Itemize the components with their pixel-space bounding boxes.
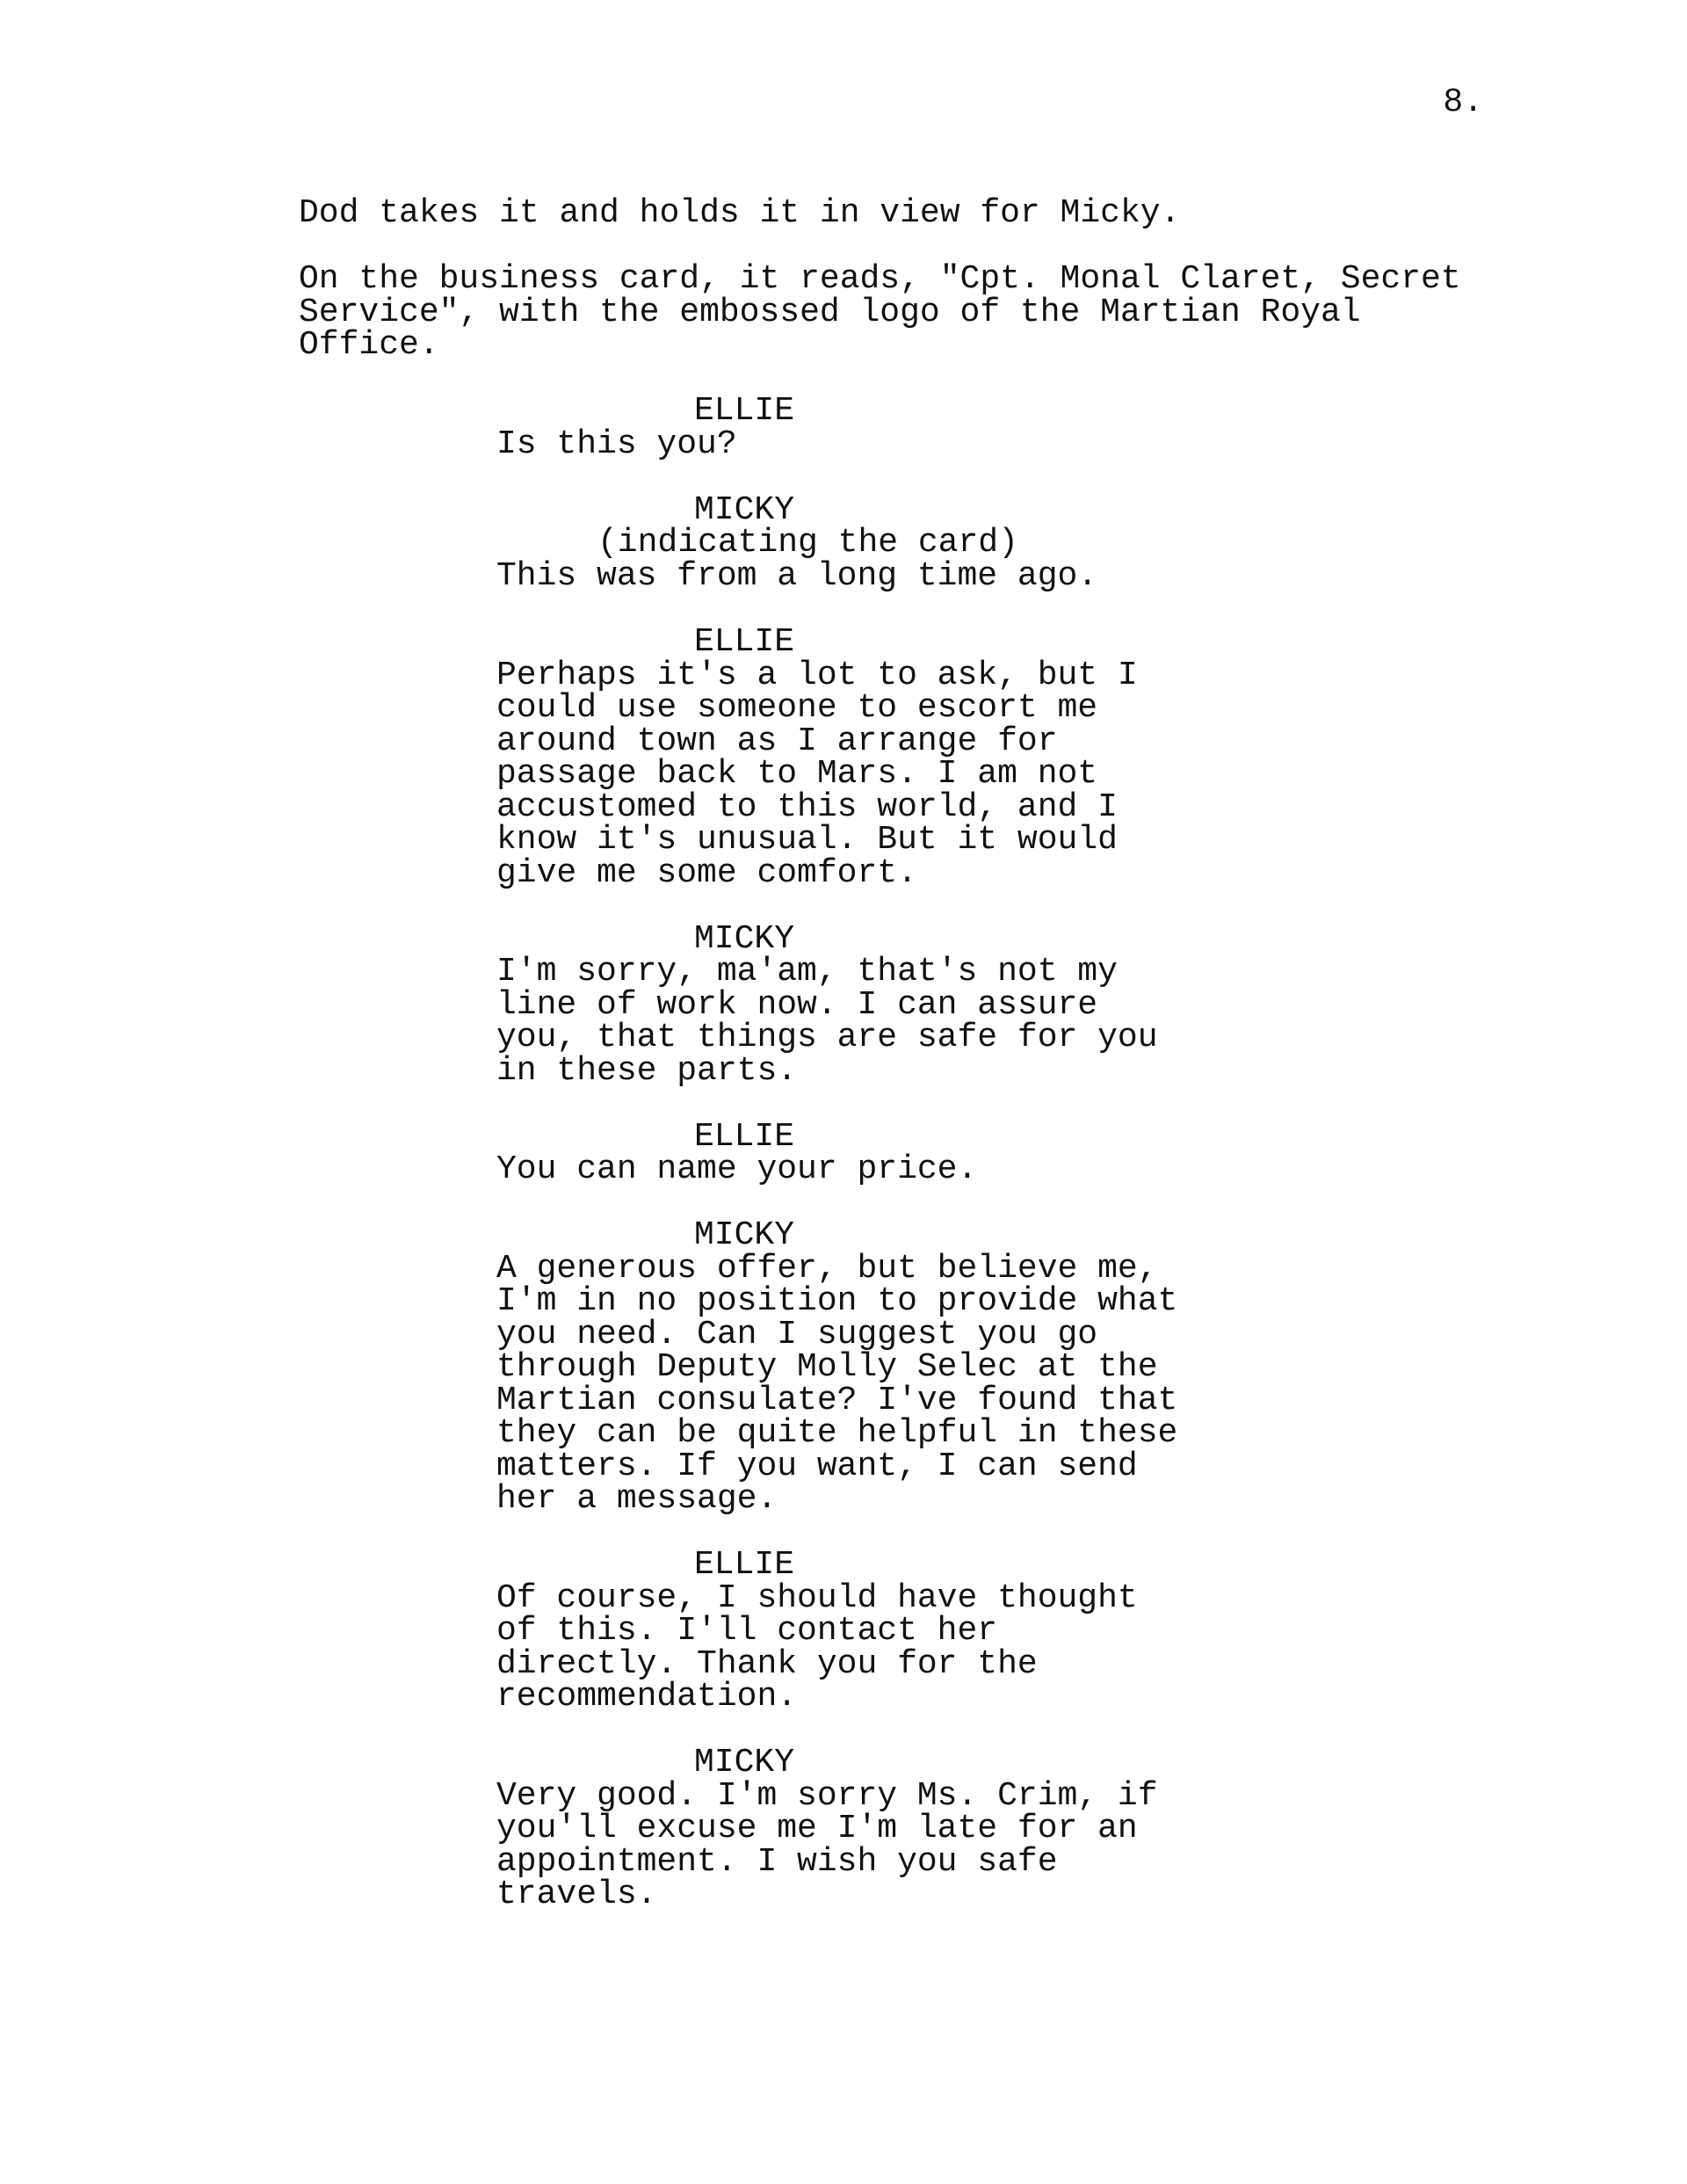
dialogue-line: could use someone to escort me — [496, 689, 1098, 727]
character-name: MICKY — [694, 1744, 795, 1781]
dialogue-line: of this. I'll contact her — [496, 1612, 998, 1650]
dialogue-line: line of work now. I can assure — [496, 986, 1098, 1024]
dialogue-line: passage back to Mars. I am not — [496, 755, 1098, 793]
action-line: On the business card, it reads, "Cpt. Monal Claret, Secret — [299, 260, 1461, 298]
character-name: ELLIE — [694, 1118, 795, 1156]
dialogue-line: Perhaps it's a lot to ask, but I — [496, 657, 1138, 694]
dialogue-line: give me some comfort. — [496, 854, 917, 892]
character-name: ELLIE — [694, 392, 795, 430]
dialogue-line: through Deputy Molly Selec at the — [496, 1348, 1158, 1386]
character-name: MICKY — [694, 491, 795, 529]
dialogue-line: recommendation. — [496, 1678, 798, 1716]
dialogue-line: appointment. I wish you safe — [496, 1843, 1058, 1881]
dialogue-line: you'll excuse me I'm late for an — [496, 1810, 1138, 1847]
dialogue-line: A generous offer, but believe me, — [496, 1250, 1158, 1288]
character-name: MICKY — [694, 920, 795, 958]
dialogue-line: know it's unusual. But it would — [496, 821, 1118, 859]
action-line: Dod takes it and holds it in view for Micky. — [299, 194, 1181, 232]
dialogue-line: they can be quite helpful in these — [496, 1414, 1178, 1452]
dialogue-line: This was from a long time ago. — [496, 557, 1098, 595]
character-name: MICKY — [694, 1216, 795, 1254]
dialogue-line: You can name your price. — [496, 1150, 978, 1188]
dialogue-line: around town as I arrange for — [496, 722, 1058, 760]
action-line: Service", with the embossed logo of the Martian Royal — [299, 294, 1361, 331]
dialogue-line: I'm in no position to provide what — [496, 1282, 1178, 1320]
action-line: Office. — [299, 326, 439, 364]
dialogue-line: her a message. — [496, 1480, 778, 1518]
dialogue-line: directly. Thank you for the — [496, 1645, 1038, 1683]
dialogue-line: accustomed to this world, and I — [496, 788, 1118, 826]
dialogue-line: travels. — [496, 1876, 657, 1913]
dialogue-line: you, that things are safe for you — [496, 1019, 1158, 1056]
page-number: 8. — [1443, 83, 1483, 121]
parenthetical: (indicating the card) — [597, 524, 1018, 562]
dialogue-line: I'm sorry, ma'am, that's not my — [496, 953, 1118, 990]
dialogue-line: you need. Can I suggest you go — [496, 1316, 1098, 1353]
dialogue-line: Is this you? — [496, 425, 737, 463]
dialogue-line: matters. If you want, I can send — [496, 1448, 1138, 1485]
dialogue-line: Martian consulate? I've found that — [496, 1382, 1178, 1419]
dialogue-line: Of course, I should have thought — [496, 1579, 1138, 1617]
dialogue-line: Very good. I'm sorry Ms. Crim, if — [496, 1777, 1158, 1815]
dialogue-line: in these parts. — [496, 1052, 798, 1090]
character-name: ELLIE — [694, 1546, 795, 1584]
character-name: ELLIE — [694, 623, 795, 661]
